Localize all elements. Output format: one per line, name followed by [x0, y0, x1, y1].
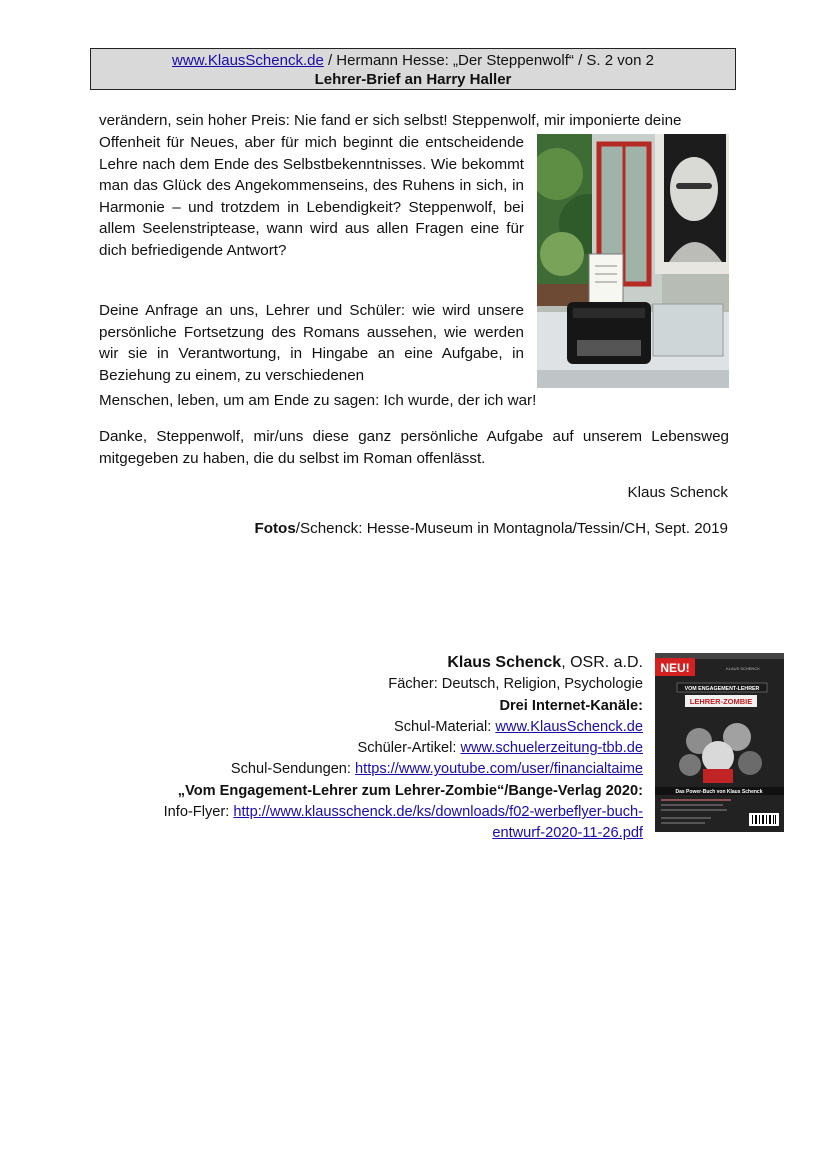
body-first-line: verändern, sein hoher Preis: Nie fand er sich selbst! Steppenwolf, mir imponierte deine — [99, 112, 682, 129]
photo-credit-label: Fotos — [254, 520, 296, 537]
book-title-bottom: LEHRER-ZOMBIE — [689, 697, 753, 706]
channels-heading: Drei Internet-Kanäle: — [499, 697, 643, 714]
channel-label: Schul-Material: — [393, 718, 496, 735]
author-name-line — [164, 652, 643, 674]
header-subtitle: Lehrer-Brief an Harry Haller — [314, 71, 512, 88]
channel-schul-material — [164, 717, 643, 738]
info-flyer-line — [164, 802, 643, 823]
info-flyer-link-continued[interactable]: entwurf-2020-11-26.pdf — [492, 825, 643, 842]
book-subtitle-text: Das Power-Buch von Klaus Schenck — [675, 789, 763, 795]
book-title-top: VOM ENGAGEMENT-LEHRER — [684, 686, 760, 692]
author-subjects: Fächer: Deutsch, Religion, Psychologie — [388, 676, 643, 693]
channel-label: Schul-Sendungen: — [230, 761, 356, 778]
schul-sendungen-link[interactable]: https://www.youtube.com/user/financialtaime — [355, 761, 643, 778]
book-cover-image — [655, 653, 784, 832]
page-header — [90, 48, 736, 90]
channel-schueler-artikel — [164, 738, 643, 759]
body-paragraph-2: Deine Anfrage an uns, Lehrer und Schüler: wie wird unsere persönliche Fortsetzung des Romans aussehen, wie werden wir sie in Verantwortung, in Hingabe an eine Aufgabe, in Beziehung zu einem, zu verschiedenen — [99, 302, 524, 384]
photo-credit — [254, 520, 728, 537]
author-name: Klaus Schenck — [447, 654, 562, 671]
book-title-line: „Vom Engagement-Lehrer zum Lehrer-Zombie“/Bange-Verlag 2020: — [177, 782, 643, 799]
photo-credit-text: /Schenck: Hesse-Museum in Montagnola/Tessin/CH, Sept. 2019 — [295, 520, 728, 537]
header-site-link[interactable]: www.KlausSchenck.de — [172, 52, 324, 69]
author-title: , OSR. a.D. — [561, 654, 643, 671]
channel-label: Schüler-Artikel: — [357, 740, 461, 757]
author-contact-block — [164, 652, 643, 845]
book-author-text: KLAUS SCHENCK — [726, 666, 760, 671]
info-flyer-label: Info-Flyer: — [163, 804, 234, 821]
signature: Klaus Schenck — [627, 484, 728, 501]
body-paragraph-3: Danke, Steppenwolf, mir/uns diese ganz persönliche Aufgabe auf unserem Lebensweg mitgegeben zu haben, die du selbst im Roman offenlässt. — [99, 428, 729, 467]
channel-schul-sendungen — [164, 759, 643, 780]
body-paragraph-1: Offenheit für Neues, aber für mich beginnt die entscheidende Lehre nach dem Ende des Selbstbekenntnisses. Wie bekommt man das Glück des Angekommenseins, des Ruhens in sich, in Harmonie – und trotzdem in Lebendigkeit? Steppenwolf, bei allem Seelenstriptease, wann wird aus allen Fragen eine für dich befriedigende Antwort? — [99, 134, 524, 259]
body-paragraph-2-end: Menschen, leben, um am Ende zu sagen: Ich wurde, der ich war! — [99, 392, 537, 409]
header-title: / Hermann Hesse: „Der Steppenwolf“ / S. 2 von 2 — [323, 52, 654, 69]
info-flyer-line-2 — [164, 823, 643, 844]
schueler-artikel-link[interactable]: www.schuelerzeitung-tbb.de — [460, 740, 643, 757]
new-badge-text: NEU! — [660, 661, 690, 675]
schul-material-link[interactable]: www.KlausSchenck.de — [495, 718, 643, 735]
info-flyer-link[interactable]: http://www.klausschenck.de/ks/downloads/f02-werbeflyer-buch- — [233, 804, 643, 821]
header-line-1 — [91, 51, 735, 70]
museum-photo — [537, 134, 729, 388]
